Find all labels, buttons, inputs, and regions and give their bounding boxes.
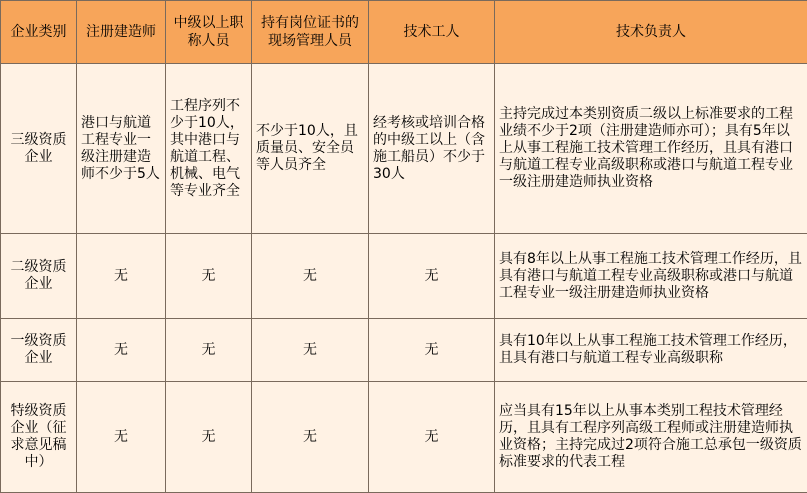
header-technical-lead: 技术负责人 — [495, 1, 807, 64]
table-row — [1, 319, 807, 382]
cell-site-managers: 无 — [252, 382, 369, 493]
cell-mid-title-staff: 无 — [166, 319, 252, 382]
table-row — [1, 234, 807, 319]
cell-technical-lead: 应当具有15年以上从事本类别工程技术管理经历，且具有工程序列高级工程师或注册建造师执业资格；主持完成过2项符合施工总承包一级资质标准要求的代表工程 — [495, 382, 807, 493]
cell-technical-workers: 无 — [369, 234, 495, 319]
header-mid-title-staff: 中级以上职称人员 — [166, 1, 252, 64]
cell-technical-workers: 经考核或培训合格的中级工以上（含施工船员）不少于30人 — [369, 64, 495, 234]
cell-technical-lead: 主持完成过本类别资质二级以上标准要求的工程业绩不少于2项（注册建造师亦可）；具有5年以上从事工程施工技术管理工作经历，且具有港口与航道工程专业高级职称或港口与航道工程专业一级注册建造师执业资格 — [495, 64, 807, 234]
row-category: 一级资质企业 — [1, 319, 77, 382]
header-row — [1, 1, 807, 64]
header-category: 企业类别 — [1, 1, 77, 64]
cell-mid-title-staff: 工程序列不少于10人，其中港口与航道工程、机械、电气等专业齐全 — [166, 64, 252, 234]
table-row — [1, 64, 807, 234]
cell-site-managers: 无 — [252, 234, 369, 319]
cell-site-managers: 不少于10人，且质量员、安全员等人员齐全 — [252, 64, 369, 234]
header-technical-workers: 技术工人 — [369, 1, 495, 64]
cell-registered-architect: 无 — [77, 319, 166, 382]
cell-technical-lead: 具有10年以上从事工程施工技术管理工作经历，且具有港口与航道工程专业高级职称 — [495, 319, 807, 382]
row-category: 三级资质企业 — [1, 64, 77, 234]
cell-technical-workers: 无 — [369, 382, 495, 493]
cell-site-managers: 无 — [252, 319, 369, 382]
row-category: 特级资质企业（征求意见稿中） — [1, 382, 77, 493]
header-site-managers: 持有岗位证书的现场管理人员 — [252, 1, 369, 64]
row-category: 二级资质企业 — [1, 234, 77, 319]
cell-mid-title-staff: 无 — [166, 382, 252, 493]
cell-registered-architect: 无 — [77, 234, 166, 319]
cell-mid-title-staff: 无 — [166, 234, 252, 319]
cell-technical-lead: 具有8年以上从事工程施工技术管理工作经历，且具有港口与航道工程专业高级职称或港口与航道工程专业一级注册建造师执业资格 — [495, 234, 807, 319]
header-registered-architect: 注册建造师 — [77, 1, 166, 64]
cell-registered-architect: 港口与航道工程专业一级注册建造师不少于5人 — [77, 64, 166, 234]
cell-technical-workers: 无 — [369, 319, 495, 382]
table-row — [1, 382, 807, 493]
cell-registered-architect: 无 — [77, 382, 166, 493]
